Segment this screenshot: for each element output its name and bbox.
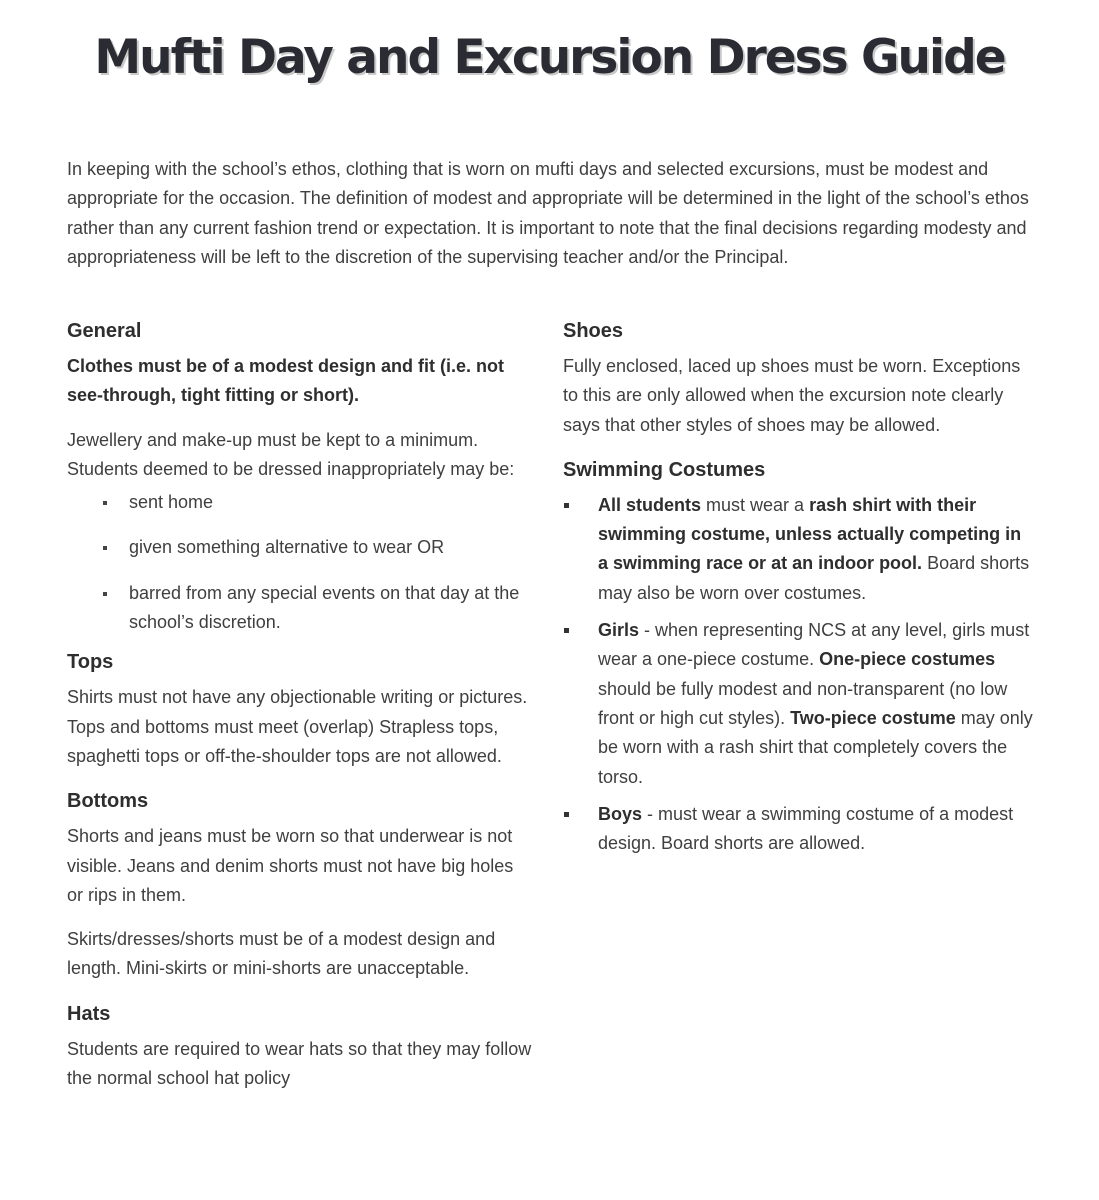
- text: must wear a: [701, 494, 810, 515]
- bold-text: Two-piece costume: [790, 707, 956, 728]
- hats-text: Students are required to wear hats so that they may follow the normal school hat policy: [67, 1038, 532, 1089]
- bottoms-heading: Bottoms: [67, 790, 149, 813]
- list-item: [563, 800, 1033, 859]
- tops-section: [67, 647, 532, 771]
- left-column: [67, 316, 532, 1108]
- shoes-text: Fully enclosed, laced up shoes must be worn. Exceptions to this are only allowed when the excursion note clearly says that other styles of shoes may be allowed.: [563, 356, 1021, 435]
- swimming-heading: Swimming Costumes: [563, 458, 766, 481]
- list-item: [563, 616, 1033, 792]
- swimming-rules-list: [563, 491, 1033, 859]
- general-text: Jewellery and make-up must be kept to a minimum. Students deemed to be dressed inappropriately may be:: [67, 429, 515, 479]
- general-heading: General: [67, 320, 142, 342]
- list-item: given something alternative to wear OR: [67, 533, 532, 562]
- right-column: [563, 316, 1033, 866]
- bottoms-text-2: Skirts/dresses/shorts must be of a modest design and length. Mini-skirts or mini-shorts are unacceptable.: [67, 929, 496, 979]
- list-item: [563, 491, 1033, 608]
- bottoms-text-1: Shorts and jeans must be worn so that underwear is not visible. Jeans and denim shorts must not have big holes or rips in them.: [67, 826, 514, 905]
- tops-heading: Tops: [67, 651, 114, 674]
- shoes-heading: Shoes: [563, 320, 624, 342]
- shoes-section: [563, 316, 1033, 440]
- list-item: barred from any special events on that day at the school’s discretion.: [67, 579, 532, 638]
- intro-paragraph: In keeping with the school’s ethos, clothing that is worn on mufti days and selected excursions, must be modest and appropriate for the occasion. The definition of modest and appropriate will be determined in the light of the school’s ethos rather than any current fashion trend or expectation. It is important to note that the final decisions regarding modesty and appropriateness will be left to the discretion of the supervising teacher and/or the Principal.: [67, 159, 1029, 267]
- hats-section: [67, 999, 532, 1094]
- bold-text: Girls: [598, 620, 640, 641]
- text: Board shorts may also be worn over costumes.: [598, 553, 1030, 603]
- bold-text: All students: [598, 494, 702, 515]
- hats-heading: Hats: [67, 1002, 111, 1025]
- text: may only be worn with a rash shirt that completely covers the torso.: [598, 707, 1033, 787]
- list-item: sent home: [67, 488, 532, 517]
- general-section: [67, 316, 532, 637]
- bold-text: One-piece costumes: [819, 649, 996, 670]
- general-consequence-list: [67, 488, 532, 637]
- bold-text: rash shirt with their swimming costume, unless actually competing in a swimming race or at an indoor pool.: [598, 494, 1022, 574]
- bottoms-section: [67, 786, 532, 983]
- text: should be fully modest and non-transparent (no low front or high cut styles).: [598, 678, 1008, 728]
- bold-text: Boys: [598, 803, 643, 824]
- page-title: Mufti Day and Excursion Dress Guide: [94, 30, 1005, 85]
- text: - must wear a swimming costume of a modest design. Board shorts are allowed.: [598, 803, 1014, 854]
- swimming-section: [563, 455, 1033, 859]
- general-bold-rule: Clothes must be of a modest design and fit (i.e. not see-through, tight fitting or short).: [67, 356, 505, 406]
- tops-text: Shirts must not have any objectionable writing or pictures. Tops and bottoms must meet (overlap) Strapless tops, spaghetti tops or off-the-shoulder tops are not allowed.: [67, 687, 528, 766]
- text: - when representing NCS at any level, girls must wear a one-piece costume.: [598, 620, 1030, 670]
